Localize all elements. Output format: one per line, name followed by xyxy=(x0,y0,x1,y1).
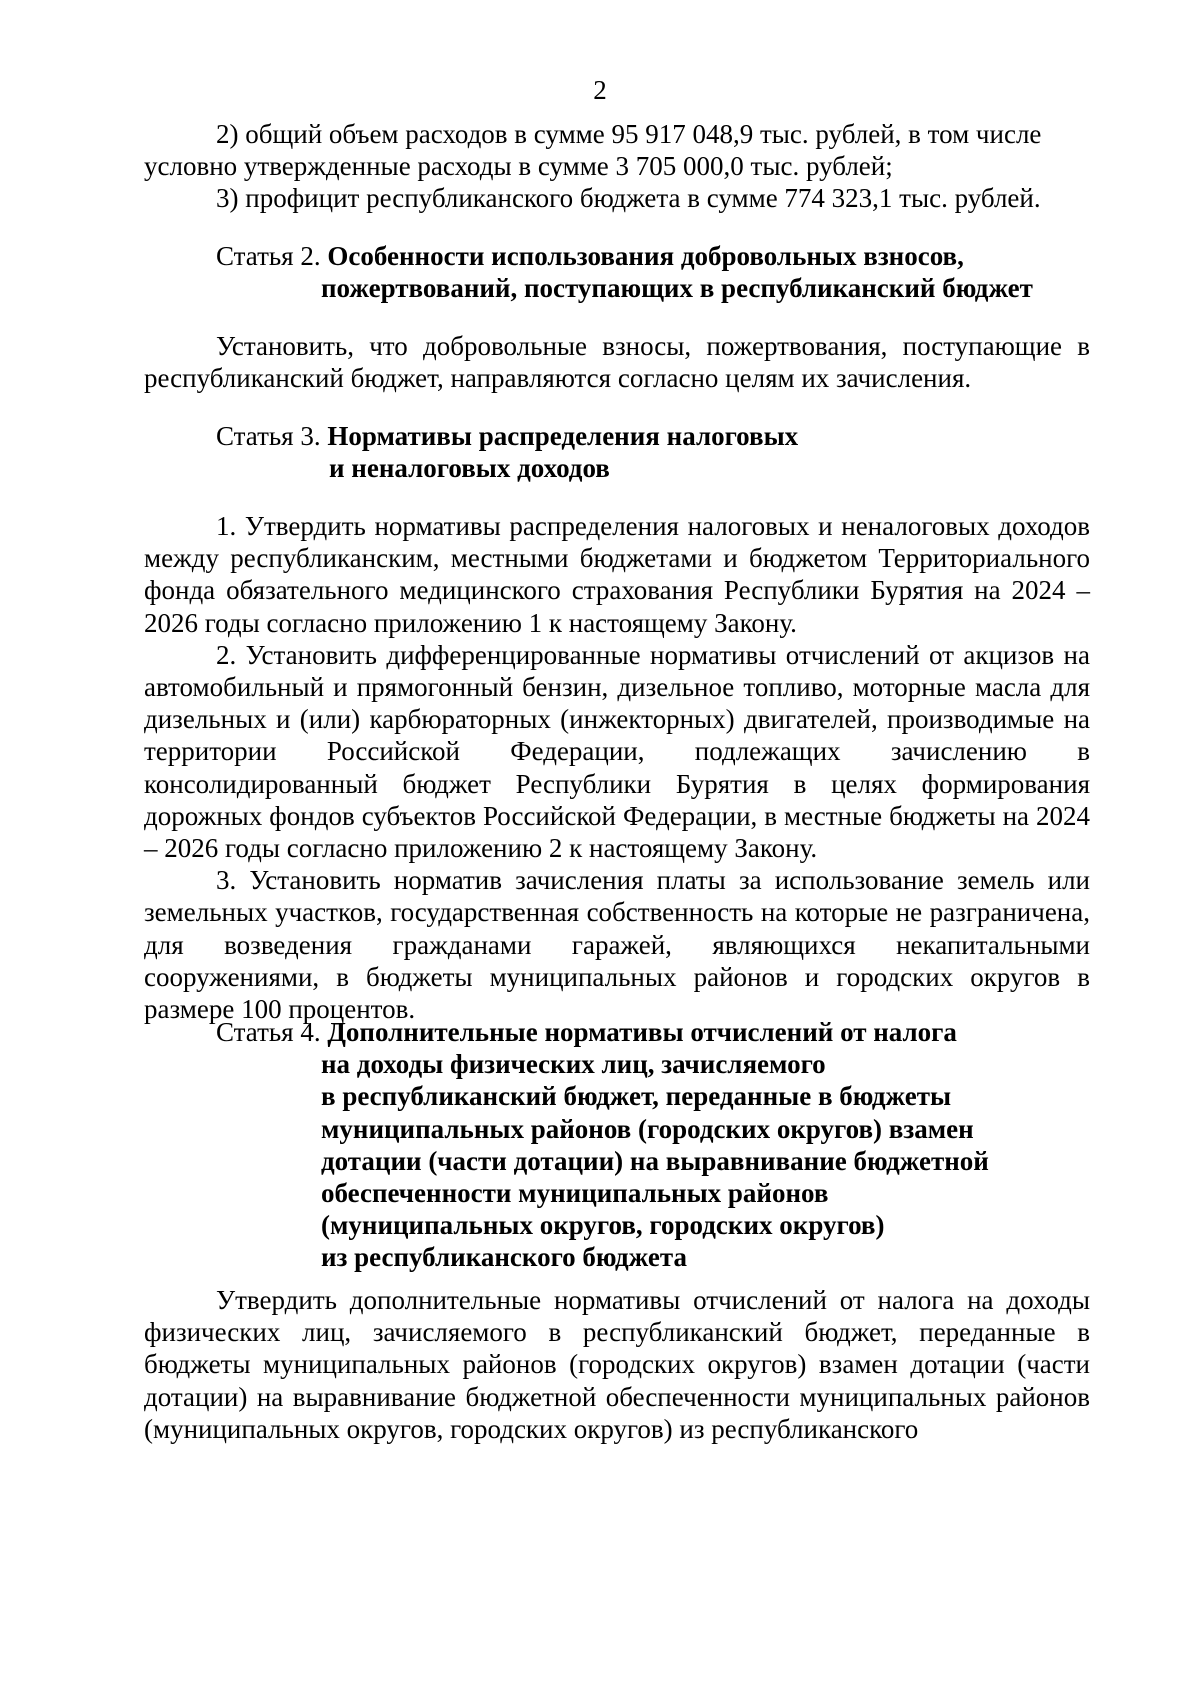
article-4-title-line-8: из республиканского бюджета xyxy=(321,1242,687,1273)
article-3-body xyxy=(144,510,1090,1025)
article-4-title-line-3: в республиканский бюджет, переданные в бюджеты xyxy=(321,1081,952,1112)
article-3-title-line-2: и неналоговых доходов xyxy=(329,453,610,484)
article-4-title-line-6: обеспеченности муниципальных районов xyxy=(321,1178,829,1209)
article-2-title-line-2: пожертвований, поступающих в республиканский бюджет xyxy=(321,273,1033,304)
article-4-paragraph: Утвердить дополнительные нормативы отчислений от налога на доходы физических лиц, зачисляемого в республиканский бюджет, переданные в бюджеты муниципальных районов (городских округов) взамен дотации (части дотации) на выравнивание бюджетной обеспеченности муниципальных районов (муниципальных округов, городских округов) из республиканского xyxy=(144,1285,1090,1444)
article-3-paragraph-2: 2. Установить дифференцированные нормативы отчислений от акцизов на автомобильный и прямогонный бензин, дизельное топливо, моторные масла для дизельных и (или) карбюраторных (инжекторных) двигателей, производимые на территории Российской Федерации, подлежащих зачислению в консолидированный бюджет Республики Бурятия в целях формирования дорожных фондов субъектов Российской Федерации, в местные бюджеты на 2024 – 2026 годы согласно приложению 2 к настоящему Закону. xyxy=(144,639,1090,864)
article-4-title-line-4: муниципальных районов (городских округов) взамен xyxy=(321,1113,974,1144)
article-4-title-line-7: (муниципальных округов, городских округов) xyxy=(321,1210,885,1241)
article-2-body xyxy=(144,330,1090,394)
article-4-body xyxy=(144,1284,1090,1445)
article-3-title-line-1: Нормативы распределения налоговых xyxy=(327,421,799,451)
article-3-label: Статья 3. xyxy=(216,421,328,451)
article-2-title-line-1: Особенности использования добровольных взносов, xyxy=(327,241,964,271)
article-4-title-line-2: на доходы физических лиц, зачисляемого xyxy=(321,1049,826,1080)
item-2-line-2: условно утвержденные расходы в сумме 3 705 000,0 тыс. рублей; xyxy=(144,151,893,182)
article-3-paragraph-3: 3. Установить норматив зачисления платы за использование земель или земельных участков, государственная собственность на которые не разграничена, для возведения гражданами гаражей, являющихся некапитальными сооружениями, в бюджеты муниципальных районов и городских округов в размере 100 процентов. xyxy=(144,865,1090,1025)
article-4-title-line-1: Дополнительные нормативы отчислений от налога xyxy=(327,1017,957,1047)
article-2-heading xyxy=(216,240,1096,304)
item-2-line-1: 2) общий объем расходов в сумме 95 917 048,9 тыс. рублей, в том числе xyxy=(216,119,1042,149)
budget-items xyxy=(144,118,1090,215)
article-3-heading xyxy=(216,420,1096,484)
item-3: 3) профицит республиканского бюджета в сумме 774 323,1 тыс. рублей. xyxy=(216,183,1041,214)
article-4-heading xyxy=(216,1016,1116,1274)
page-number: 2 xyxy=(593,75,607,105)
article-4-label: Статья 4. xyxy=(216,1017,328,1047)
article-2-paragraph: Установить, что добровольные взносы, пожертвования, поступающие в республиканский бюджет, направляются согласно целям их зачисления. xyxy=(144,331,1090,394)
article-2-label: Статья 2. xyxy=(216,241,328,271)
article-3-paragraph-1: 1. Утвердить нормативы распределения налоговых и неналоговых доходов между республиканским, местными бюджетами и бюджетом Территориального фонда обязательного медицинского страхования Республики Бурятия на 2024 – 2026 годы согласно приложению 1 к настоящему Закону. xyxy=(144,511,1090,638)
article-4-title-line-5: дотации (части дотации) на выравнивание бюджетной xyxy=(321,1145,989,1176)
